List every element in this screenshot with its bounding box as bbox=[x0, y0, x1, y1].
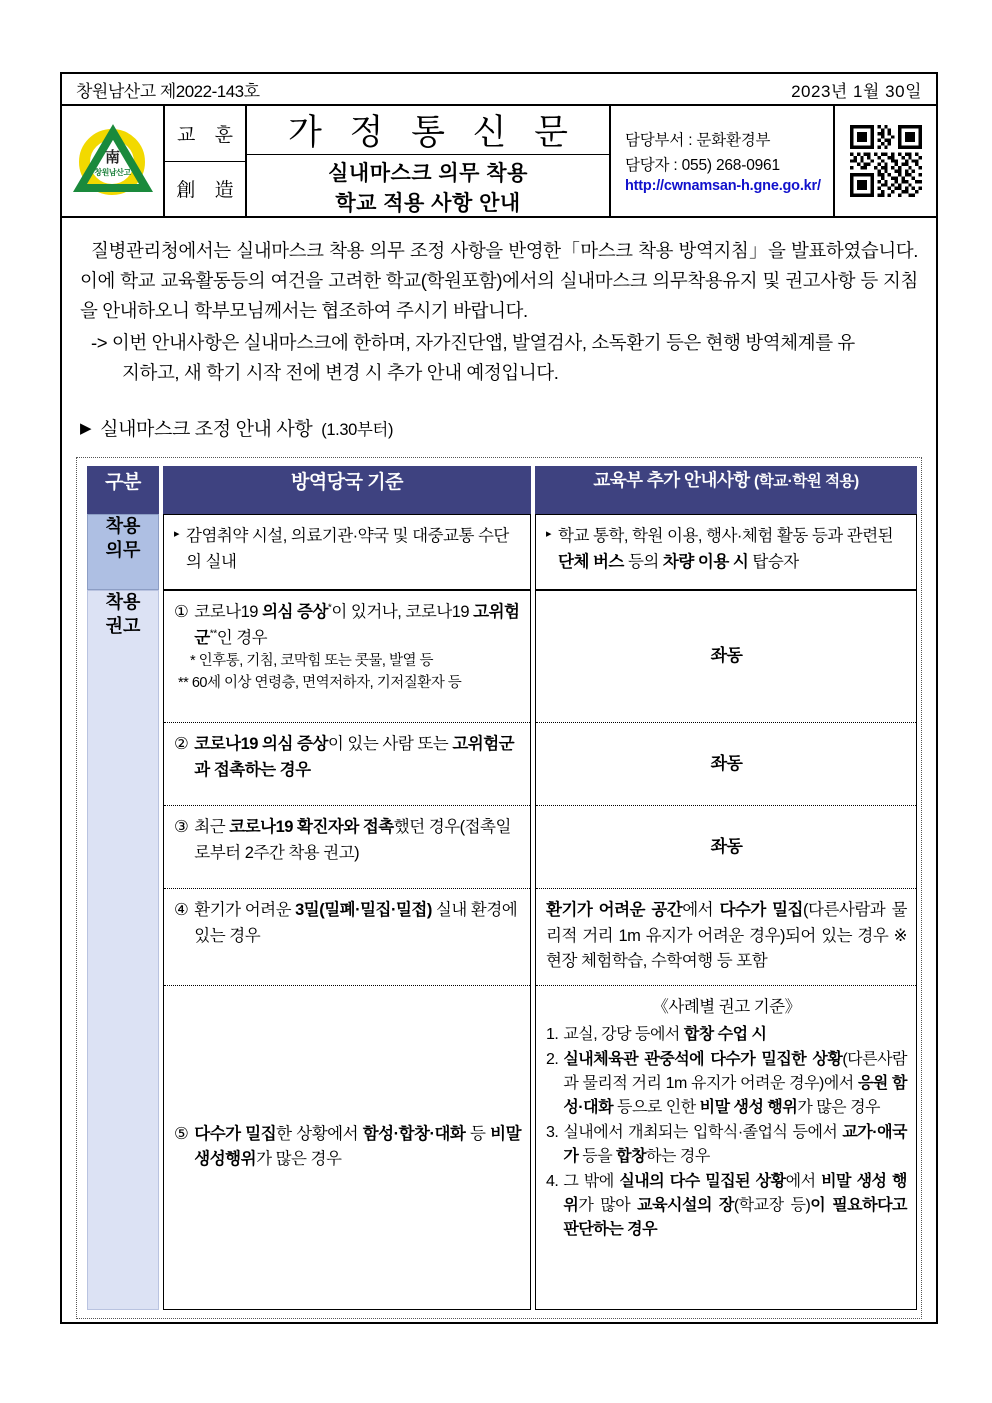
t: 합창 bbox=[616, 1147, 647, 1165]
category-mandatory-line1: 착용 bbox=[105, 515, 141, 536]
t: 다수가 밀집 bbox=[194, 1124, 277, 1143]
case-list bbox=[546, 1023, 907, 1242]
intro-arrow-note-cont: 지하고, 새 학기 시작 전에 변경 시 추가 안내 예정입니다. bbox=[122, 361, 559, 383]
qr-code-cell bbox=[835, 106, 936, 216]
header-division: 구분 bbox=[87, 466, 159, 514]
t: 탑승자 bbox=[748, 552, 799, 571]
category-recommended bbox=[87, 590, 159, 1310]
table-row-mandatory bbox=[87, 514, 917, 590]
t: 학교 통학, 학원 이용, 행사·체험 활동 등과 관련된 bbox=[558, 526, 894, 545]
t: ** bbox=[209, 628, 217, 640]
cell-mandatory-moe bbox=[535, 514, 917, 590]
item-number: ⑤ bbox=[174, 1124, 189, 1143]
newsletter-title: 가 정 통 신 문 bbox=[247, 106, 609, 155]
numbered-item bbox=[174, 600, 521, 651]
category-mandatory-line2: 의무 bbox=[105, 539, 141, 560]
case-list-item bbox=[546, 1048, 907, 1120]
category-recommended-line2: 권고 bbox=[105, 615, 141, 636]
t: 코로나19 확진자와 접촉 bbox=[229, 817, 394, 836]
motto-value: 創 造 bbox=[176, 180, 241, 202]
section-heading-suffix: (1.30부터) bbox=[321, 420, 394, 439]
rec-item-5 bbox=[164, 985, 530, 1309]
t: 최근 bbox=[194, 817, 230, 836]
contact-department: 담당부서 : 문화환경부 bbox=[625, 132, 771, 149]
moe-same-2: 좌동 bbox=[536, 722, 916, 805]
moe-ventilation-text bbox=[536, 888, 916, 985]
mandatory-authority-text: 감염취약 시설, 의료기관·약국 및 대중교통 수단의 실내 bbox=[186, 526, 509, 571]
item-text bbox=[194, 898, 521, 949]
t: 에서 bbox=[682, 900, 720, 919]
contact-info-cell bbox=[611, 106, 835, 216]
rec-item-3 bbox=[164, 805, 530, 888]
rec-item-1 bbox=[164, 591, 530, 722]
motto-label: 교 훈 bbox=[165, 106, 245, 162]
document-page-frame bbox=[60, 72, 938, 1324]
t: 한 상황에서 bbox=[276, 1124, 363, 1143]
t: 비말 생성 행위 bbox=[699, 1098, 798, 1116]
cell-mandatory-authority-box bbox=[164, 515, 530, 589]
t: 교가·애국가 bbox=[563, 1123, 907, 1165]
contact-person-phone: 담당자 : 055) 268-0961 bbox=[625, 157, 780, 174]
issue-number: 창원남산고 제2022-143호 bbox=[76, 81, 260, 101]
table-header-row bbox=[87, 466, 917, 514]
t: 인 경우 bbox=[216, 628, 268, 647]
numbered-item bbox=[174, 815, 521, 866]
item-number: ② bbox=[174, 734, 189, 753]
t: 가 많아 bbox=[578, 1196, 638, 1214]
rec-item-1-note-1: * 인후통, 기침, 코막힘 또는 콧물, 발열 등 bbox=[190, 653, 434, 670]
emblem-glyph: 南 bbox=[104, 149, 120, 166]
cell-mandatory-authority bbox=[163, 514, 531, 590]
t: 코로나19 bbox=[194, 602, 263, 621]
header-moe-paren: (학교·학원 적용) bbox=[754, 472, 859, 490]
t: 단체 버스 bbox=[558, 552, 624, 571]
bullet-row bbox=[174, 524, 521, 575]
category-recommended-line1: 착용 bbox=[105, 591, 141, 612]
newsletter-title-cell bbox=[247, 106, 611, 216]
item-number: ④ bbox=[174, 900, 189, 919]
t: * bbox=[327, 602, 332, 614]
numbered-item bbox=[174, 898, 521, 949]
rec-item-2 bbox=[164, 722, 530, 805]
school-website-url[interactable]: http://cwnamsan-h.gne.go.kr/ bbox=[625, 178, 821, 194]
t: (학교장 등) bbox=[733, 1196, 811, 1214]
case-item-number: 2. bbox=[546, 1050, 559, 1068]
cell-mandatory-moe-box bbox=[536, 515, 916, 589]
issue-date: 2023년 1월 30일 bbox=[791, 81, 922, 101]
t: 비말 생성 행위 bbox=[563, 1172, 908, 1214]
t: 고위험군과 접촉하는 경우 bbox=[194, 734, 515, 779]
item-number: ① bbox=[174, 602, 189, 621]
guideline-table bbox=[83, 466, 921, 1310]
intro-paragraph-1: 질병관리청에서는 실내마스크 착용 의무 조정 사항을 반영한「마스크 착용 방역지침」을 발표하였습니다. 이에 학교 교육활동등의 여건을 고려한 학교(학원포함)에서의 실내마스크 의무착용유지 및 권고사항 등 지침을 안내하오니 학부모님께서는 협조하여 주시기 바랍니다. bbox=[80, 240, 918, 321]
t: 에서 bbox=[785, 1172, 822, 1190]
t: (다른사람과 물리적 거리 1m 유지가 어려운 경우)되어 있는 경우 ※ 현장 체험학습, 수학여행 등 포함 bbox=[546, 900, 907, 971]
school-logo-cell bbox=[62, 106, 165, 216]
qr-code-icon bbox=[850, 125, 922, 197]
masthead-topline bbox=[62, 74, 936, 106]
section-heading-title: 실내마스크 조정 안내 사항 bbox=[100, 418, 313, 440]
t: 다수가 밀집 bbox=[719, 900, 804, 919]
case-list-item bbox=[546, 1170, 907, 1242]
case-item-number: 3. bbox=[546, 1123, 559, 1141]
newsletter-subtitle-2: 학교 적용 사항 안내 bbox=[335, 192, 521, 215]
t: 교실, 강당 등에서 bbox=[563, 1025, 684, 1043]
cell-recommended-authority bbox=[163, 590, 531, 1310]
t: 등의 bbox=[623, 552, 663, 571]
header-authority-standard: 방역당국 기준 bbox=[163, 466, 531, 514]
t: 등 bbox=[465, 1124, 491, 1143]
case-item-number: 1. bbox=[546, 1025, 559, 1043]
table-row-recommended bbox=[87, 590, 917, 1310]
t: 3밀(밀폐·밀집·밀접) bbox=[295, 900, 432, 919]
case-item-text bbox=[563, 1023, 907, 1047]
intro-text-block bbox=[62, 218, 936, 388]
t: 코로나19 의심 증상 bbox=[194, 734, 328, 753]
t: 가 많은 경우 bbox=[256, 1150, 342, 1169]
triangle-marker-icon: ▶ bbox=[80, 419, 92, 437]
t: 고위험군 bbox=[194, 602, 520, 647]
case-item-text bbox=[563, 1121, 907, 1169]
item-text bbox=[194, 815, 521, 866]
t: 실내 환경에 있는 경우 bbox=[194, 900, 518, 945]
header-moe-guidance bbox=[535, 466, 917, 514]
rec-item-4 bbox=[164, 888, 530, 985]
case-item-text bbox=[563, 1048, 907, 1120]
t: 실내의 다수 밀집된 상황 bbox=[619, 1172, 786, 1190]
t: 하는 경우 bbox=[646, 1147, 710, 1165]
school-motto-cell bbox=[165, 106, 247, 216]
t: 이 있는 사람 또는 bbox=[327, 734, 453, 753]
masthead bbox=[62, 106, 936, 218]
numbered-item bbox=[174, 732, 521, 783]
newsletter-subtitle-1: 실내마스크 의무 착용 bbox=[328, 162, 528, 185]
case-list-item bbox=[546, 1121, 907, 1169]
numbered-item bbox=[174, 1122, 521, 1173]
t: 환기가 어려운 bbox=[194, 900, 296, 919]
mandatory-moe-text bbox=[558, 524, 907, 575]
rec-item-1-note-2: ** 60세 이상 연령층, 면역저하자, 기저질환자 등 bbox=[178, 675, 462, 692]
t: 교육시설의 장 bbox=[637, 1196, 734, 1214]
school-emblem-icon bbox=[72, 120, 154, 202]
newsletter-subtitles bbox=[247, 155, 609, 221]
t: 등을 bbox=[578, 1147, 617, 1165]
case-list-item bbox=[546, 1023, 907, 1047]
t: 가 많은 경우 bbox=[797, 1098, 880, 1116]
bullet-row bbox=[546, 524, 907, 575]
t: 환기가 어려운 공간 bbox=[546, 900, 683, 919]
emblem-school-name: 창원남산고 bbox=[94, 168, 131, 177]
case-item-text bbox=[563, 1170, 907, 1242]
moe-same-3: 좌동 bbox=[536, 805, 916, 888]
category-mandatory bbox=[87, 514, 159, 590]
intro-arrow-note-lead: -> 이번 안내사항은 실내마스크에 한하며, 자가진단앱, 발열검사, 소독환기 등은 현행 방역체계를 유 bbox=[91, 331, 855, 353]
section-heading bbox=[62, 414, 936, 441]
bullet-icon: ▸ bbox=[546, 527, 552, 540]
t: 실내체육관 관중석에 다수가 밀집한 상황 bbox=[563, 1050, 843, 1068]
guideline-table-wrapper bbox=[76, 457, 922, 1319]
case-list-title: 《사례별 권고 기준》 bbox=[652, 997, 801, 1016]
t: 응원 함성·대화 bbox=[563, 1074, 907, 1116]
t: 했던 경우(접촉일로부터 2주간 착용 권고) bbox=[194, 817, 511, 862]
t: 이 있거나, 코로나19 bbox=[331, 602, 474, 621]
cell-recommended-moe bbox=[535, 590, 917, 1310]
header-moe-main: 교육부 추가 안내사항 bbox=[593, 469, 755, 490]
t: (다른사람과 물리적 거리 1m 유지가 어려운 경우)에서 bbox=[563, 1050, 907, 1092]
t: 차량 이용 시 bbox=[662, 552, 749, 571]
moe-same-1: 좌동 bbox=[710, 646, 743, 666]
bullet-icon: ▸ bbox=[174, 527, 180, 540]
t: 이 필요하다고 판단하는 경우 bbox=[563, 1196, 908, 1238]
t: 비말 생성행위 bbox=[194, 1124, 522, 1169]
item-text bbox=[194, 600, 521, 651]
t: 실내에서 개최되는 입학식·졸업식 등에서 bbox=[563, 1123, 843, 1141]
case-item-number: 4. bbox=[546, 1172, 559, 1190]
t: 의심 증상 bbox=[262, 602, 328, 621]
moe-case-list-box bbox=[536, 985, 916, 1309]
t: 등으로 인한 bbox=[613, 1098, 700, 1116]
t: 합창 수업 시 bbox=[683, 1025, 767, 1043]
item-number: ③ bbox=[174, 817, 189, 836]
t: 함성·합창·대화 bbox=[362, 1124, 466, 1143]
t: 그 밖에 bbox=[563, 1172, 620, 1190]
item-text bbox=[194, 1122, 521, 1173]
item-text bbox=[194, 732, 521, 783]
intro-paragraph-2 bbox=[80, 328, 918, 388]
